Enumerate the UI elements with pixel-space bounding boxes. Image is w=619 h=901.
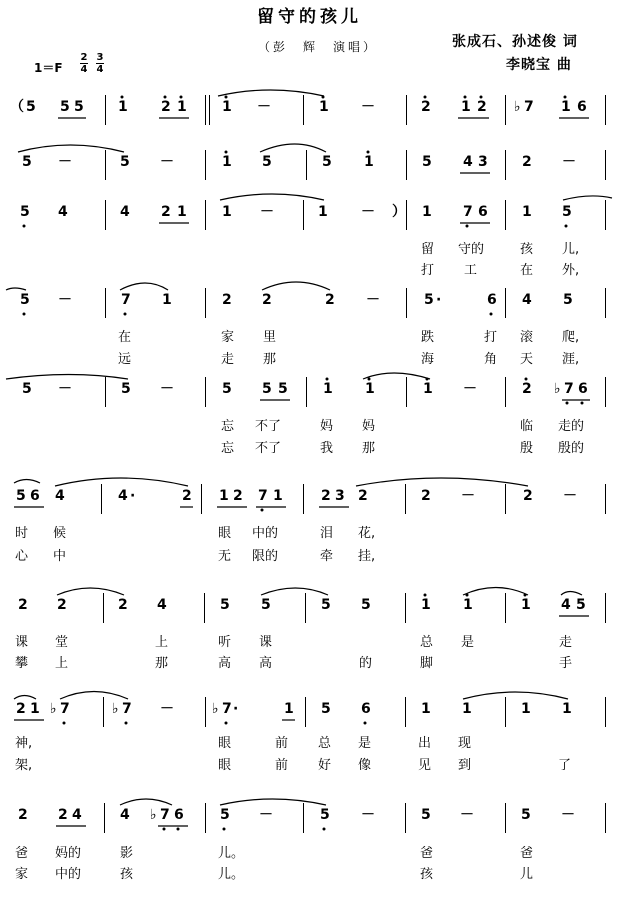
- barline: [505, 95, 506, 125]
- lyric: 总: [420, 635, 434, 650]
- note-dash: －: [259, 807, 273, 823]
- note: 2: [118, 597, 128, 613]
- note: 1: [162, 292, 172, 308]
- note: 4: [72, 807, 82, 823]
- lyric: 心: [15, 549, 29, 564]
- note: 1: [177, 204, 187, 220]
- note: 2: [477, 99, 487, 115]
- note-dash: －: [160, 381, 174, 397]
- note: 2: [222, 292, 232, 308]
- lyric: 角: [484, 352, 498, 367]
- lyric: 滚: [520, 330, 534, 345]
- barline: [205, 95, 206, 125]
- composer-credit: 李晓宝 曲: [506, 57, 572, 73]
- lyric: 临: [520, 419, 534, 434]
- lyric: 里: [263, 330, 277, 345]
- barline: [605, 803, 606, 833]
- barline: [505, 377, 506, 407]
- lyric: 出: [418, 736, 432, 751]
- barline: [605, 150, 606, 180]
- flat-sign: ♭: [514, 99, 521, 115]
- performer-note: （彭 辉 演唱）: [258, 40, 379, 54]
- note: 2: [233, 488, 243, 504]
- lyric: 无: [218, 549, 232, 564]
- note: 4: [157, 597, 167, 613]
- lyric: 走: [559, 635, 573, 650]
- note: 5: [20, 292, 30, 308]
- lyric: 上: [155, 635, 169, 650]
- lyric: 跌: [421, 330, 435, 345]
- lyric: 现: [458, 736, 472, 751]
- lyric: 时: [15, 526, 29, 541]
- barline: [209, 95, 210, 125]
- note-dash: －: [460, 807, 474, 823]
- note: 5: [22, 154, 32, 170]
- note: 2: [161, 204, 171, 220]
- note: 7: [222, 701, 232, 717]
- barline: [303, 803, 304, 833]
- note: 2: [421, 488, 431, 504]
- lyric: 上: [55, 656, 69, 671]
- note: 4: [120, 204, 130, 220]
- flat-sign: ♭: [50, 701, 57, 717]
- barline: [205, 697, 206, 727]
- barline: [201, 484, 202, 514]
- lyric: 中的: [55, 867, 82, 882]
- note-dash: －: [563, 488, 577, 504]
- note: 1: [522, 204, 532, 220]
- note: 1: [222, 99, 232, 115]
- lyric: 高: [218, 656, 232, 671]
- lyric: 神,: [15, 736, 33, 751]
- lyric: 爸: [15, 846, 29, 861]
- note-paren: ）: [392, 204, 406, 220]
- note: 5: [278, 381, 288, 397]
- lyric: 忘: [221, 441, 235, 456]
- lyric: 那: [362, 441, 376, 456]
- score-line-3: [0, 200, 619, 220]
- note: 4: [463, 154, 473, 170]
- note: 4: [55, 488, 65, 504]
- lyric: 堂: [55, 635, 69, 650]
- score-line-5: [0, 377, 619, 397]
- barline: [303, 200, 304, 230]
- lyric: 打: [484, 330, 498, 345]
- note: 6: [30, 488, 40, 504]
- note-paren: （: [10, 99, 24, 115]
- note-dash: －: [562, 154, 576, 170]
- note: 6: [578, 381, 588, 397]
- note-dash: －: [58, 381, 72, 397]
- dot-extension: ·: [233, 701, 239, 717]
- score-line-8: [0, 697, 619, 717]
- barline: [406, 95, 407, 125]
- barline: [306, 377, 307, 407]
- note: 2: [58, 807, 68, 823]
- dot-extension: ·: [130, 488, 136, 504]
- note: 1: [561, 99, 571, 115]
- barline: [605, 697, 606, 727]
- note: 1: [364, 154, 374, 170]
- lyric: 好: [318, 758, 332, 773]
- lyric: 守的: [458, 242, 485, 257]
- score-line-6: [0, 484, 619, 504]
- lyric: 爬,: [562, 330, 580, 345]
- note-dash: －: [160, 154, 174, 170]
- lyric: 打: [421, 263, 435, 278]
- lyric: 手: [559, 656, 573, 671]
- barline: [406, 288, 407, 318]
- barline: [204, 593, 205, 623]
- lyric: 总: [318, 736, 332, 751]
- note: 5: [563, 292, 573, 308]
- note: 7: [463, 204, 473, 220]
- note: 2: [523, 488, 533, 504]
- lyric: 是: [461, 635, 475, 650]
- note: 1: [177, 99, 187, 115]
- lyric: 走的: [558, 419, 585, 434]
- lyric: 涯,: [562, 352, 580, 367]
- note: 5: [121, 381, 131, 397]
- barline: [306, 150, 307, 180]
- note: 1: [318, 204, 328, 220]
- lyric: 工: [464, 263, 478, 278]
- note: 5: [421, 807, 431, 823]
- lyric: 孩: [120, 867, 134, 882]
- note-dash: －: [361, 807, 375, 823]
- note: 2: [18, 597, 28, 613]
- note-dash: －: [366, 292, 380, 308]
- note: 7: [258, 488, 268, 504]
- note: 5: [16, 488, 26, 504]
- barline: [105, 200, 106, 230]
- lyric: 牵: [320, 549, 334, 564]
- note: 6: [487, 292, 497, 308]
- note: 1: [521, 597, 531, 613]
- lyric: 眼: [218, 526, 232, 541]
- note: 2: [358, 488, 368, 504]
- note: 2: [182, 488, 192, 504]
- lyric: 孩: [520, 242, 534, 257]
- barline: [305, 593, 306, 623]
- note: 2: [522, 381, 532, 397]
- lyric: 脚: [420, 656, 434, 671]
- lyric: 见: [418, 758, 432, 773]
- note: 5: [322, 154, 332, 170]
- note: 1: [521, 701, 531, 717]
- barline: [305, 697, 306, 727]
- note: 4: [561, 597, 571, 613]
- note: 7: [564, 381, 574, 397]
- barline: [105, 95, 106, 125]
- note: 6: [361, 701, 371, 717]
- lyric: 不了: [255, 419, 282, 434]
- barline: [505, 288, 506, 318]
- note: 2: [18, 807, 28, 823]
- lyric: 那: [155, 656, 169, 671]
- score-line-7: [0, 593, 619, 613]
- note: 5: [60, 99, 70, 115]
- barline: [405, 593, 406, 623]
- note: 2: [57, 597, 67, 613]
- barline: [406, 377, 407, 407]
- note: 2: [325, 292, 335, 308]
- lyric: 外,: [562, 263, 580, 278]
- note: 5: [361, 597, 371, 613]
- barline: [605, 200, 606, 230]
- lyricist-credit: 张成石、孙述俊 词: [452, 34, 578, 50]
- lyric: 留: [421, 242, 435, 257]
- barline: [205, 288, 206, 318]
- lyric: 眼: [218, 736, 232, 751]
- note: 2: [522, 154, 532, 170]
- flat-sign: ♭: [554, 381, 561, 397]
- note: 1: [222, 154, 232, 170]
- barline: [205, 377, 206, 407]
- note-dash: －: [58, 292, 72, 308]
- lyric: 听: [218, 635, 232, 650]
- note: 5: [321, 701, 331, 717]
- lyric: 儿: [520, 867, 534, 882]
- note-dash: －: [463, 381, 477, 397]
- barline: [303, 484, 304, 514]
- lyric: 妈: [362, 419, 376, 434]
- note: 4: [120, 807, 130, 823]
- note: 5: [320, 807, 330, 823]
- lyric: 高: [259, 656, 273, 671]
- note: 1: [365, 381, 375, 397]
- lyric: 花,: [358, 526, 376, 541]
- barline: [101, 484, 102, 514]
- note: 7: [60, 701, 70, 717]
- lyric: 走: [221, 352, 235, 367]
- time-signature-3-4: 3 4: [96, 52, 104, 75]
- lyric: 殷的: [558, 441, 585, 456]
- lyric: 海: [421, 352, 435, 367]
- barline: [505, 697, 506, 727]
- lyric: 影: [120, 846, 134, 861]
- barline: [205, 200, 206, 230]
- note: 5: [222, 381, 232, 397]
- lyric: 天: [520, 352, 534, 367]
- barline: [105, 377, 106, 407]
- note: 6: [478, 204, 488, 220]
- score-line-1: [0, 95, 619, 115]
- note: 1: [323, 381, 333, 397]
- note: 5: [576, 597, 586, 613]
- lyric: 中的: [252, 526, 279, 541]
- note: 1: [461, 99, 471, 115]
- barline: [505, 200, 506, 230]
- barline: [505, 593, 506, 623]
- note: 1: [284, 701, 294, 717]
- lyric: 远: [118, 352, 132, 367]
- note: 6: [174, 807, 184, 823]
- note: 1: [462, 701, 472, 717]
- note: 5: [262, 154, 272, 170]
- lyric: 挂,: [358, 549, 376, 564]
- lyric: 殷: [520, 441, 534, 456]
- lyric: 孩: [420, 867, 434, 882]
- note: 5: [22, 381, 32, 397]
- lyric: 那: [263, 352, 277, 367]
- note: 5: [120, 154, 130, 170]
- barline: [405, 697, 406, 727]
- note: 7: [122, 701, 132, 717]
- note-dash: －: [461, 488, 475, 504]
- note: 2: [421, 99, 431, 115]
- lyric: 攀: [15, 656, 29, 671]
- barline: [105, 288, 106, 318]
- note: 5: [321, 597, 331, 613]
- lyric: 候: [53, 526, 67, 541]
- barline: [405, 803, 406, 833]
- lyric: 在: [520, 263, 534, 278]
- note: 5: [422, 154, 432, 170]
- lyric: 像: [358, 758, 372, 773]
- score-line-2: [0, 150, 619, 170]
- note: 1: [421, 597, 431, 613]
- note: 4: [522, 292, 532, 308]
- note: 5: [20, 204, 30, 220]
- lyric: 中: [53, 549, 67, 564]
- note-dash: －: [361, 204, 375, 220]
- lyric: 我: [320, 441, 334, 456]
- barline: [405, 484, 406, 514]
- lyric: 妈的: [55, 846, 82, 861]
- lyric: 儿。: [218, 867, 245, 882]
- note: 1: [463, 597, 473, 613]
- key-signature: 1＝F: [34, 61, 63, 75]
- note: 7: [121, 292, 131, 308]
- barline: [605, 95, 606, 125]
- note: 5: [424, 292, 434, 308]
- flat-sign: ♭: [212, 701, 219, 717]
- note: 2: [262, 292, 272, 308]
- note: 5: [74, 99, 84, 115]
- barline: [605, 288, 606, 318]
- note: 1: [319, 99, 329, 115]
- lyric: 眼: [218, 758, 232, 773]
- barline: [205, 150, 206, 180]
- barline: [303, 95, 304, 125]
- note: 5: [562, 204, 572, 220]
- lyric: 儿。: [218, 846, 245, 861]
- note: 4: [58, 204, 68, 220]
- barline: [505, 484, 506, 514]
- note: 5: [521, 807, 531, 823]
- note: 7: [160, 807, 170, 823]
- note-dash: －: [260, 204, 274, 220]
- lyric: 的: [359, 656, 373, 671]
- lyric: 不了: [255, 441, 282, 456]
- lyric: 课: [259, 635, 273, 650]
- lyric: 儿,: [562, 242, 580, 257]
- barline: [103, 593, 104, 623]
- lyric: 架,: [15, 758, 33, 773]
- note: 1: [562, 701, 572, 717]
- lyric: 了: [558, 758, 572, 773]
- flat-sign: ♭: [150, 807, 157, 823]
- note: 1: [423, 381, 433, 397]
- note: 5: [261, 597, 271, 613]
- barline: [605, 377, 606, 407]
- lyric: 课: [15, 635, 29, 650]
- note: 3: [478, 154, 488, 170]
- note-dash: －: [257, 99, 271, 115]
- note: 1: [422, 204, 432, 220]
- lyric: 在: [118, 330, 132, 345]
- barline: [406, 200, 407, 230]
- note: 5: [220, 597, 230, 613]
- barline: [406, 150, 407, 180]
- time-signature-2-4: 2 4: [80, 52, 88, 75]
- barline: [105, 150, 106, 180]
- lyric: 家: [15, 867, 29, 882]
- lyric: 是: [358, 736, 372, 751]
- lyric: 前: [275, 758, 289, 773]
- note: 1: [118, 99, 128, 115]
- barline: [605, 593, 606, 623]
- note: 5: [220, 807, 230, 823]
- note-dash: －: [361, 99, 375, 115]
- song-title: 留守的孩儿: [257, 7, 362, 27]
- lyric: 爸: [420, 846, 434, 861]
- note: 4: [118, 488, 128, 504]
- lyric: 泪: [320, 526, 334, 541]
- note: 2: [16, 701, 26, 717]
- note: 1: [219, 488, 229, 504]
- note: 2: [161, 99, 171, 115]
- lyric: 忘: [221, 419, 235, 434]
- lyric: 到: [458, 758, 472, 773]
- score-line-9: [0, 803, 619, 823]
- flat-sign: ♭: [112, 701, 119, 717]
- note: 6: [577, 99, 587, 115]
- note-dash: －: [58, 154, 72, 170]
- note-dash: －: [160, 701, 174, 717]
- lyric: 前: [275, 736, 289, 751]
- barline: [104, 803, 105, 833]
- barline: [605, 484, 606, 514]
- note: 1: [273, 488, 283, 504]
- lyric: 爸: [520, 846, 534, 861]
- barline: [205, 803, 206, 833]
- note: 2: [321, 488, 331, 504]
- note: 1: [421, 701, 431, 717]
- note: 1: [30, 701, 40, 717]
- note: 3: [335, 488, 345, 504]
- note: 5: [262, 381, 272, 397]
- note-dash: －: [561, 807, 575, 823]
- barline: [103, 697, 104, 727]
- lyric: 限的: [252, 549, 279, 564]
- lyric: 妈: [320, 419, 334, 434]
- note: 5: [26, 99, 36, 115]
- barline: [505, 150, 506, 180]
- lyric: 家: [221, 330, 235, 345]
- note: 1: [222, 204, 232, 220]
- score-line-4: [0, 288, 619, 308]
- note: 7: [524, 99, 534, 115]
- dot-extension: ·: [436, 292, 442, 308]
- barline: [505, 803, 506, 833]
